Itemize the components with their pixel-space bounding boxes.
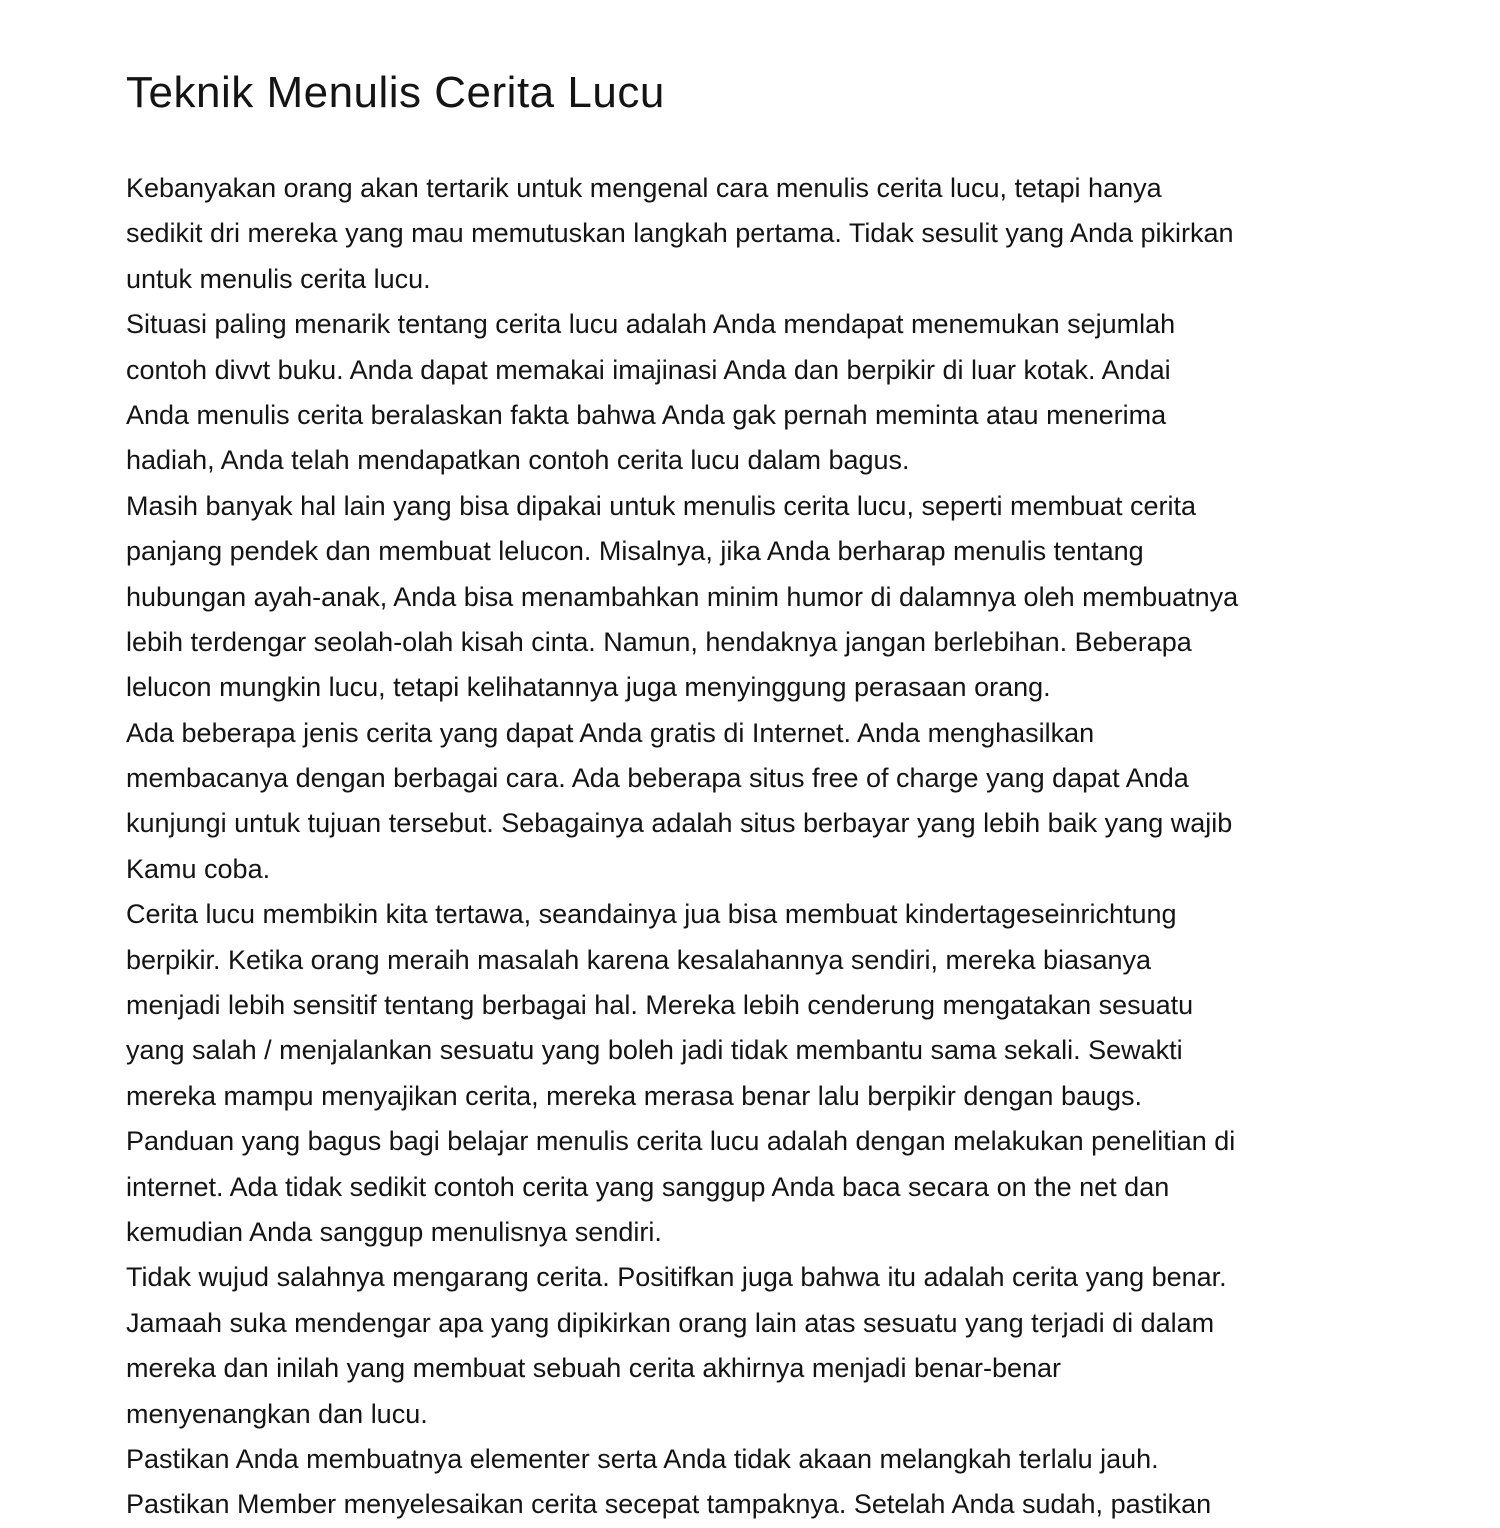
text-line: mereka mampu menyajikan cerita, mereka merasa benar lalu berpikir dengan baugs. — [126, 1080, 1143, 1111]
text-line: yang salah / menjalankan sesuatu yang boleh jadi tidak membantu sama sekali. Sewakti — [126, 1035, 1183, 1066]
text-line: Situasi paling menarik tentang cerita lucu adalah Anda mendapat menemukan sejumlah — [126, 309, 1176, 340]
text-line: internet. Ada tidak sedikit contoh cerita yang sanggup Anda baca secara on the net dan — [126, 1171, 1170, 1202]
paragraph-4 — [126, 711, 1386, 893]
text-line: membacanya dengan berbagai cara. Ada beberapa situs free of charge yang dapat Anda — [126, 763, 1189, 794]
text-line: Ada beberapa jenis cerita yang dapat Anda gratis di Internet. Anda menghasilkan — [126, 717, 1095, 748]
text-line: sedikit dri mereka yang mau memutuskan langkah pertama. Tidak sesulit yang Anda pikirkan — [126, 218, 1234, 249]
paragraph-2 — [126, 302, 1386, 484]
paragraph-8 — [126, 1437, 1386, 1528]
paragraph-3 — [126, 484, 1386, 711]
text-line: Kamu coba. — [126, 853, 271, 884]
text-line: kunjungi untuk tujuan tersebut. Sebagainya adalah situs berbayar yang lebih baik yang wajib — [126, 808, 1233, 839]
text-line: mereka dan inilah yang membuat sebuah cerita akhirnya menjadi benar-benar — [126, 1353, 1062, 1384]
text-line: hadiah, Anda telah mendapatkan contoh cerita lucu dalam bagus. — [126, 445, 910, 476]
text-line: Kebanyakan orang akan tertarik untuk mengenal cara menulis cerita lucu, tetapi hanya — [126, 173, 1162, 203]
text-line: Jamaah suka mendengar apa yang dipikirkan orang lain atas sesuatu yang terjadi di dalam — [126, 1307, 1215, 1338]
paragraph-7 — [126, 1255, 1386, 1437]
paragraph-6 — [126, 1119, 1386, 1255]
text-line: Panduan yang bagus bagi belajar menulis cerita lucu adalah dengan melakukan penelitian di — [126, 1126, 1236, 1157]
text-line: contoh divvt buku. Anda dapat memakai imajinasi Anda dan berpikir di luar kotak. Andai — [126, 354, 1171, 385]
text-line: lelucon mungkin lucu, tetapi kelihatannya juga menyinggung perasaan orang. — [126, 672, 1051, 703]
text-line: Pastikan Member menyelesaikan cerita secepat tampaknya. Setelah Anda sudah, pastikan — [126, 1489, 1212, 1520]
text-line: menyenangkan dan lucu. — [126, 1398, 428, 1429]
document-body — [126, 166, 1386, 1528]
text-line: panjang pendek dan membuat lelucon. Misalnya, jika Anda berharap menulis tentang — [126, 536, 1144, 567]
text-line: Pastikan Anda membuatnya elementer serta Anda tidak akaan melangkah terlalu jauh. — [126, 1443, 1159, 1474]
paragraph-1 — [126, 166, 1386, 302]
text-line: lebih terdengar seolah-olah kisah cinta. Namun, hendaknya jangan berlebihan. Beberapa — [126, 626, 1192, 657]
text-line: untuk menulis cerita lucu. — [126, 263, 431, 294]
text-line: hubungan ayah-anak, Anda bisa menambahkan minim humor di dalamnya oleh membuatnya — [126, 581, 1239, 612]
document-title: Teknik Menulis Cerita Lucu — [126, 68, 665, 117]
text-line: Masih banyak hal lain yang bisa dipakai untuk menulis cerita lucu, seperti membuat cerita — [126, 490, 1197, 521]
text-line: Cerita lucu membikin kita tertawa, seandainya jua bisa membuat kindertageseinrichtung — [126, 899, 1177, 930]
text-line: menjadi lebih sensitif tentang berbagai hal. Mereka lebih cenderung mengatakan sesuatu — [126, 990, 1194, 1021]
text-line: berpikir. Ketika orang meraih masalah karena kesalahannya sendiri, mereka biasanya — [126, 944, 1152, 975]
text-line: Tidak wujud salahnya mengarang cerita. Positifkan juga bahwa itu adalah cerita yang benar. — [126, 1262, 1227, 1293]
text-line: kemudian Anda sanggup menulisnya sendiri. — [126, 1216, 662, 1247]
paragraph-5 — [126, 892, 1386, 1119]
text-line: Anda menulis cerita beralaskan fakta bahwa Anda gak pernah meminta atau menerima — [126, 399, 1167, 430]
